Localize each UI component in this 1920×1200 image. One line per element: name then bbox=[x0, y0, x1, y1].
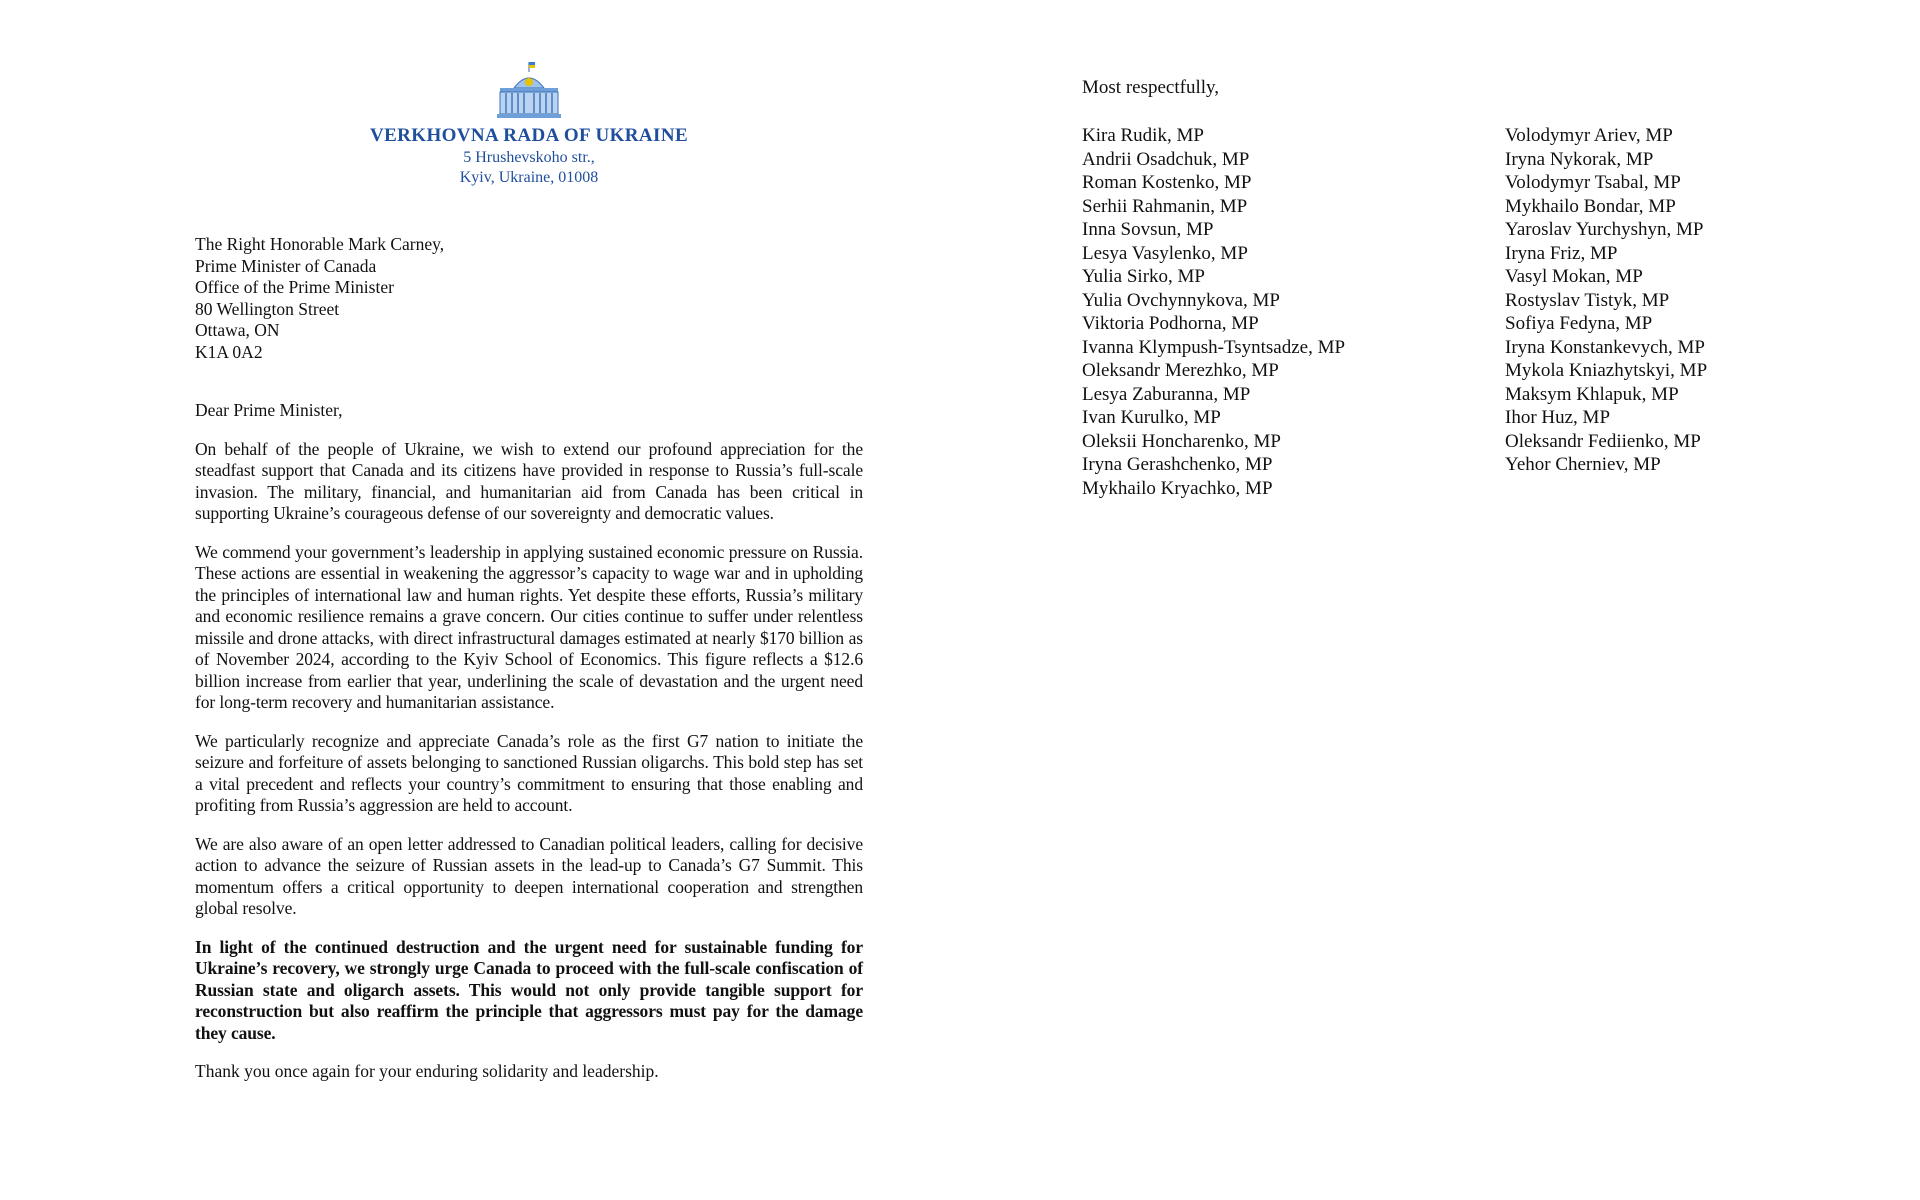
body-paragraph: We are also aware of an open letter addressed to Canadian political leaders, calling for decisive action to advance the seizure of Russian assets in the lead-up to Canada’s G7 Summit. This momentum offers a critical opportunity to deepen international cooperation and strengthen global resolve. bbox=[195, 833, 863, 918]
signatory: Lesya Vasylenko, MP bbox=[1082, 242, 1248, 264]
parliament-building-icon bbox=[494, 60, 564, 120]
org-address-line2: Kyiv, Ukraine, 01008 bbox=[459, 169, 599, 186]
signatory: Oleksandr Merezhko, MP bbox=[1082, 360, 1279, 381]
signatories-column-1 bbox=[1082, 124, 1505, 500]
signatory: Kira Rudik, MP bbox=[1082, 125, 1204, 146]
signatory: Ivan Kurulko, MP bbox=[1082, 407, 1221, 428]
signatory: Mykhailo Bondar, MP bbox=[1505, 195, 1676, 217]
signatory: Yaroslav Yurchyshyn, MP bbox=[1505, 219, 1704, 240]
body-paragraph: We particularly recognize and appreciate Canada’s role as the first G7 nation to initiate the seizure and forfeiture of assets belonging to sanctioned Russian oligarchs. This bold step has set a vital precedent and reflects your country’s commitment to ensuring that those enabling and profiting from Russia’s aggression are held to account. bbox=[195, 730, 863, 815]
signatory: Volodymyr Ariev, MP bbox=[1505, 125, 1673, 146]
salutation: Dear Prime Minister, bbox=[195, 400, 343, 420]
signatory: Mykola Kniazhytskyi, MP bbox=[1505, 360, 1708, 381]
signatory: Sofiya Fedyna, MP bbox=[1505, 313, 1653, 334]
org-address-line1: 5 Hrushevskoho str., bbox=[463, 149, 595, 166]
signatory: Viktoria Podhorna, MP bbox=[1082, 313, 1259, 334]
signatory: Andrii Osadchuk, MP bbox=[1082, 148, 1250, 170]
signatory: Iryna Konstankevych, MP bbox=[1505, 336, 1705, 358]
signatory: Iryna Nykorak, MP bbox=[1505, 148, 1654, 170]
recipient-line: The Right Honorable Mark Carney, bbox=[195, 234, 445, 254]
signatory: Vasyl Mokan, MP bbox=[1505, 266, 1643, 287]
signatory: Yehor Cherniev, MP bbox=[1505, 454, 1661, 475]
signatory: Rostyslav Tistyk, MP bbox=[1505, 289, 1670, 311]
letterhead bbox=[195, 60, 863, 188]
recipient-line: Ottawa, ON bbox=[195, 320, 280, 340]
sign-off: Most respectfully, bbox=[1082, 77, 1220, 98]
recipient-line: Prime Minister of Canada bbox=[195, 255, 377, 276]
signatory: Yulia Ovchynnykova, MP bbox=[1082, 289, 1280, 311]
closing-line: Thank you once again for your enduring solidarity and leadership. bbox=[195, 1061, 659, 1081]
signature-page bbox=[1082, 76, 1842, 500]
signatory: Mykhailo Kryachko, MP bbox=[1082, 477, 1273, 499]
signatory: Iryna Friz, MP bbox=[1505, 242, 1618, 264]
signatory: Inna Sovsun, MP bbox=[1082, 219, 1214, 240]
recipient-line: 80 Wellington Street bbox=[195, 298, 340, 319]
signatory: Ivanna Klympush-Tsyntsadze, MP bbox=[1082, 336, 1346, 358]
signatory: Serhii Rahmanin, MP bbox=[1082, 195, 1248, 217]
signatories bbox=[1082, 124, 1842, 500]
signatory: Oleksii Honcharenko, MP bbox=[1082, 430, 1281, 452]
signatory: Ihor Huz, MP bbox=[1505, 407, 1611, 428]
signatory: Maksym Khlapuk, MP bbox=[1505, 383, 1679, 405]
signatories-column-2 bbox=[1505, 124, 1707, 500]
signatory: Iryna Gerashchenko, MP bbox=[1082, 454, 1273, 475]
letter-page-left bbox=[195, 60, 863, 1083]
recipient-line: K1A 0A2 bbox=[195, 341, 263, 362]
body-paragraph: On behalf of the people of Ukraine, we wish to extend our profound appreciation for the steadfast support that Canada and its citizens have provided in response to Russia’s full-scale invasion. The military, financial, and humanitarian aid from Canada has been critical in supporting Ukraine’s courageous defense of our sovereignty and democratic values. bbox=[195, 438, 863, 523]
recipient-line: Office of the Prime Minister bbox=[195, 277, 394, 297]
signatory: Volodymyr Tsabal, MP bbox=[1505, 172, 1681, 193]
signatory: Yulia Sirko, MP bbox=[1082, 266, 1205, 287]
org-name: VERKHOVNA RADA OF UKRAINE bbox=[369, 125, 689, 146]
signatory: Lesya Zaburanna, MP bbox=[1082, 383, 1251, 405]
signatory: Roman Kostenko, MP bbox=[1082, 172, 1252, 193]
signatory: Oleksandr Fediienko, MP bbox=[1505, 430, 1701, 452]
body-paragraph: We commend your government’s leadership in applying sustained economic pressure on Russia. These actions are essential in weakening the aggressor’s capacity to wage war and in upholding the principles of international law and human rights. Yet despite these efforts, Russia’s military and economic resilience remains a grave concern. Our cities continue to suffer under relentless missile and drone attacks, with direct infrastructural damages estimated at nearly $170 billion as of November 2024, according to the Kyiv School of Economics. This figure reflects a $12.6 billion increase from earlier that year, underlining the scale of devastation and the urgent need for long-term recovery and humanitarian assistance. bbox=[195, 541, 863, 712]
call-to-action-paragraph: In light of the continued destruction and the urgent need for sustainable funding for Ukraine’s recovery, we strongly urge Canada to proceed with the full-scale confiscation of Russian state and oligarch assets. This would not only provide tangible support for reconstruction but also reaffirm the principle that aggressors must pay for the damage they cause. bbox=[195, 936, 863, 1043]
recipient-address bbox=[195, 234, 863, 363]
